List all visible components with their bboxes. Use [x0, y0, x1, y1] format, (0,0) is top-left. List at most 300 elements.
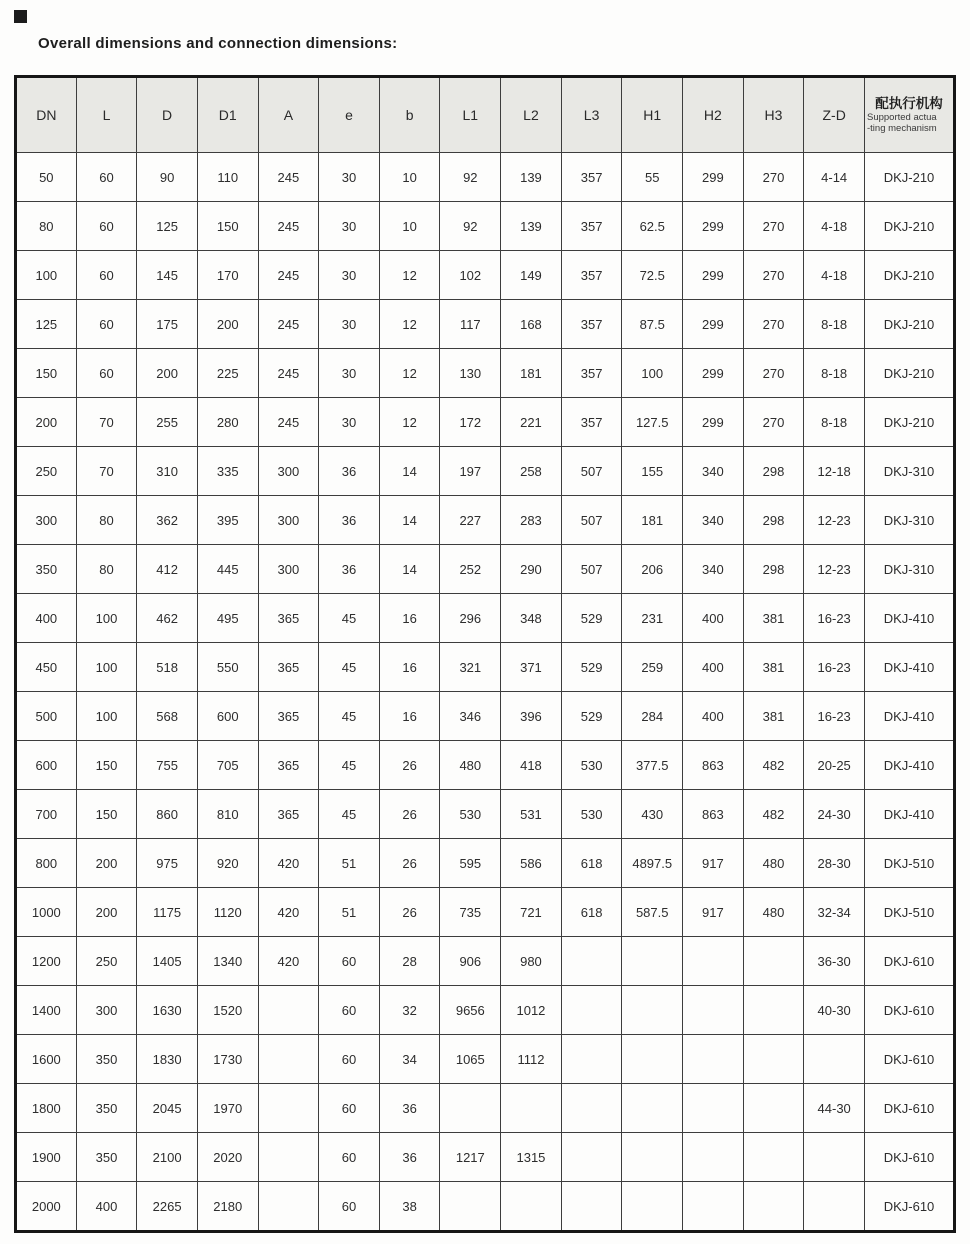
column-header-h2: H2: [683, 77, 744, 153]
table-cell: 860: [137, 790, 198, 839]
table-cell: 100: [16, 251, 77, 300]
table-cell: 30: [319, 398, 380, 447]
table-cell: 30: [319, 300, 380, 349]
table-cell: 284: [622, 692, 683, 741]
table-cell: 36: [379, 1133, 440, 1182]
table-cell: 420: [258, 839, 319, 888]
table-cell: 357: [561, 300, 622, 349]
table-cell: 980: [501, 937, 562, 986]
table-cell: 1630: [137, 986, 198, 1035]
table-cell: 2180: [197, 1182, 258, 1232]
table-cell: 299: [683, 398, 744, 447]
table-cell: 26: [379, 888, 440, 937]
table-cell: 26: [379, 741, 440, 790]
table-cell: 721: [501, 888, 562, 937]
table-cell: 412: [137, 545, 198, 594]
table-cell: 72.5: [622, 251, 683, 300]
table-cell: 321: [440, 643, 501, 692]
table-cell: 420: [258, 888, 319, 937]
table-cell: 200: [76, 839, 137, 888]
table-cell: 1730: [197, 1035, 258, 1084]
table-cell: 87.5: [622, 300, 683, 349]
table-cell: 80: [76, 496, 137, 545]
table-cell: 529: [561, 643, 622, 692]
table-cell: DKJ-210: [865, 251, 955, 300]
table-cell: 16-23: [804, 594, 865, 643]
table-cell: DKJ-410: [865, 594, 955, 643]
table-cell: 270: [743, 251, 804, 300]
table-cell: 231: [622, 594, 683, 643]
table-cell: DKJ-310: [865, 545, 955, 594]
table-cell: 197: [440, 447, 501, 496]
table-cell: DKJ-310: [865, 496, 955, 545]
table-cell: [743, 986, 804, 1035]
table-cell: 346: [440, 692, 501, 741]
table-cell: [683, 986, 744, 1035]
table-cell: 298: [743, 496, 804, 545]
table-cell: [622, 1084, 683, 1133]
table-cell: 917: [683, 888, 744, 937]
table-cell: 250: [76, 937, 137, 986]
table-cell: 507: [561, 545, 622, 594]
table-cell: 100: [76, 692, 137, 741]
table-cell: 810: [197, 790, 258, 839]
table-cell: 60: [319, 1182, 380, 1232]
column-header-l3: L3: [561, 77, 622, 153]
table-cell: 245: [258, 202, 319, 251]
table-cell: 51: [319, 888, 380, 937]
table-cell: 2000: [16, 1182, 77, 1232]
table-cell: 365: [258, 643, 319, 692]
table-row: [16, 986, 955, 1035]
table-cell: 150: [76, 790, 137, 839]
table-cell: [561, 1182, 622, 1232]
table-cell: 530: [440, 790, 501, 839]
table-cell: 110: [197, 153, 258, 202]
table-cell: [622, 1035, 683, 1084]
table-cell: 50: [16, 153, 77, 202]
table-cell: [683, 1035, 744, 1084]
column-header-d1: D1: [197, 77, 258, 153]
table-row: [16, 888, 955, 937]
column-header-a: A: [258, 77, 319, 153]
table-row: [16, 300, 955, 349]
table-cell: 400: [76, 1182, 137, 1232]
table-cell: 206: [622, 545, 683, 594]
table-cell: 60: [76, 251, 137, 300]
table-cell: 60: [319, 937, 380, 986]
table-cell: 45: [319, 790, 380, 839]
table-cell: 482: [743, 790, 804, 839]
table-cell: 270: [743, 349, 804, 398]
table-cell: 130: [440, 349, 501, 398]
table-cell: 587.5: [622, 888, 683, 937]
table-cell: 1405: [137, 937, 198, 986]
table-cell: 365: [258, 594, 319, 643]
table-cell: 12: [379, 398, 440, 447]
table-cell: DKJ-210: [865, 398, 955, 447]
table-cell: 60: [319, 986, 380, 1035]
table-cell: 10: [379, 153, 440, 202]
table-cell: 40-30: [804, 986, 865, 1035]
table-cell: 34: [379, 1035, 440, 1084]
table-cell: 100: [76, 594, 137, 643]
table-cell: 30: [319, 251, 380, 300]
table-cell: 357: [561, 153, 622, 202]
column-header-e: e: [319, 77, 380, 153]
table-row: [16, 741, 955, 790]
table-cell: 270: [743, 153, 804, 202]
table-cell: 595: [440, 839, 501, 888]
table-cell: 400: [16, 594, 77, 643]
table-cell: 200: [137, 349, 198, 398]
table-cell: 300: [258, 447, 319, 496]
table-row: [16, 692, 955, 741]
table-cell: [501, 1084, 562, 1133]
table-cell: 299: [683, 349, 744, 398]
table-cell: 8-18: [804, 349, 865, 398]
table-cell: 920: [197, 839, 258, 888]
table-cell: 600: [197, 692, 258, 741]
table-cell: 357: [561, 398, 622, 447]
table-row: [16, 496, 955, 545]
table-cell: 70: [76, 447, 137, 496]
table-cell: 348: [501, 594, 562, 643]
actuator-header-english: -ting mechanism: [867, 123, 937, 134]
table-cell: 340: [683, 447, 744, 496]
table-cell: 155: [622, 447, 683, 496]
table-cell: [683, 1084, 744, 1133]
table-cell: 92: [440, 202, 501, 251]
table-cell: DKJ-410: [865, 790, 955, 839]
table-cell: 32-34: [804, 888, 865, 937]
table-cell: DKJ-210: [865, 153, 955, 202]
table-cell: 30: [319, 202, 380, 251]
table-cell: 45: [319, 643, 380, 692]
table-cell: [440, 1084, 501, 1133]
table-cell: DKJ-610: [865, 1035, 955, 1084]
table-cell: 298: [743, 447, 804, 496]
table-cell: 9656: [440, 986, 501, 1035]
table-cell: 299: [683, 251, 744, 300]
table-cell: 250: [16, 447, 77, 496]
table-cell: 150: [197, 202, 258, 251]
table-cell: 362: [137, 496, 198, 545]
table-cell: 863: [683, 741, 744, 790]
table-cell: 1120: [197, 888, 258, 937]
table-cell: 381: [743, 594, 804, 643]
table-cell: 36: [379, 1084, 440, 1133]
table-cell: 28: [379, 937, 440, 986]
table-cell: 92: [440, 153, 501, 202]
table-cell: 20-25: [804, 741, 865, 790]
table-cell: 800: [16, 839, 77, 888]
table-cell: 2100: [137, 1133, 198, 1182]
table-cell: 300: [258, 545, 319, 594]
table-cell: 529: [561, 594, 622, 643]
column-header-h1: H1: [622, 77, 683, 153]
table-cell: [440, 1182, 501, 1232]
table-cell: 2020: [197, 1133, 258, 1182]
table-row: [16, 1035, 955, 1084]
table-cell: 255: [137, 398, 198, 447]
table-cell: 45: [319, 741, 380, 790]
table-cell: 357: [561, 202, 622, 251]
table-cell: DKJ-210: [865, 300, 955, 349]
table-row: [16, 398, 955, 447]
table-cell: 38: [379, 1182, 440, 1232]
table-cell: 531: [501, 790, 562, 839]
table-cell: [743, 1084, 804, 1133]
table-cell: 618: [561, 839, 622, 888]
table-cell: 418: [501, 741, 562, 790]
table-cell: [804, 1133, 865, 1182]
table-cell: 340: [683, 545, 744, 594]
table-cell: 168: [501, 300, 562, 349]
table-cell: [561, 986, 622, 1035]
table-cell: 4-14: [804, 153, 865, 202]
table-cell: [258, 1084, 319, 1133]
table-cell: 1315: [501, 1133, 562, 1182]
table-cell: 28-30: [804, 839, 865, 888]
table-cell: DKJ-610: [865, 1084, 955, 1133]
table-cell: [683, 1133, 744, 1182]
table-cell: 586: [501, 839, 562, 888]
table-cell: [258, 1035, 319, 1084]
table-cell: DKJ-610: [865, 937, 955, 986]
table-cell: 1520: [197, 986, 258, 1035]
table-cell: 280: [197, 398, 258, 447]
table-cell: 4-18: [804, 202, 865, 251]
table-cell: 258: [501, 447, 562, 496]
table-cell: DKJ-510: [865, 888, 955, 937]
table-cell: 245: [258, 300, 319, 349]
table-cell: 530: [561, 741, 622, 790]
table-cell: 863: [683, 790, 744, 839]
table-cell: 1900: [16, 1133, 77, 1182]
table-cell: 1175: [137, 888, 198, 937]
table-cell: 530: [561, 790, 622, 839]
table-cell: 1340: [197, 937, 258, 986]
table-cell: 252: [440, 545, 501, 594]
table-cell: 150: [76, 741, 137, 790]
table-cell: 12: [379, 300, 440, 349]
table-cell: 10: [379, 202, 440, 251]
table-cell: 36: [319, 447, 380, 496]
table-header: [16, 77, 955, 153]
table-cell: 299: [683, 300, 744, 349]
table-cell: [258, 1182, 319, 1232]
table-cell: 381: [743, 643, 804, 692]
table-cell: 225: [197, 349, 258, 398]
table-cell: 480: [440, 741, 501, 790]
table-cell: 350: [76, 1084, 137, 1133]
table-cell: 14: [379, 447, 440, 496]
table-cell: 480: [743, 839, 804, 888]
table-cell: 117: [440, 300, 501, 349]
table-cell: 139: [501, 153, 562, 202]
table-cell: 221: [501, 398, 562, 447]
dimensions-table: [14, 75, 956, 1233]
column-header-h3: H3: [743, 77, 804, 153]
table-row: [16, 594, 955, 643]
table-cell: 80: [16, 202, 77, 251]
table-row: [16, 839, 955, 888]
column-header-l2: L2: [501, 77, 562, 153]
table-cell: 62.5: [622, 202, 683, 251]
table-row: [16, 1182, 955, 1232]
table-cell: DKJ-410: [865, 741, 955, 790]
table-cell: 507: [561, 447, 622, 496]
table-cell: 400: [683, 594, 744, 643]
table-cell: 145: [137, 251, 198, 300]
table-cell: [622, 1182, 683, 1232]
table-cell: 420: [258, 937, 319, 986]
table-cell: [683, 937, 744, 986]
table-cell: 270: [743, 398, 804, 447]
table-cell: [561, 1133, 622, 1182]
table-cell: 600: [16, 741, 77, 790]
table-cell: [561, 1035, 622, 1084]
table-cell: 357: [561, 349, 622, 398]
table-cell: 14: [379, 496, 440, 545]
table-cell: [501, 1182, 562, 1232]
table-cell: 1000: [16, 888, 77, 937]
table-cell: 310: [137, 447, 198, 496]
table-cell: 259: [622, 643, 683, 692]
table-cell: 70: [76, 398, 137, 447]
table-cell: 450: [16, 643, 77, 692]
table-cell: 60: [76, 202, 137, 251]
table-row: [16, 251, 955, 300]
table-cell: 1112: [501, 1035, 562, 1084]
table-cell: 495: [197, 594, 258, 643]
table-cell: 445: [197, 545, 258, 594]
table-cell: 100: [622, 349, 683, 398]
table-cell: 139: [501, 202, 562, 251]
table-cell: 24-30: [804, 790, 865, 839]
table-cell: 700: [16, 790, 77, 839]
table-cell: 365: [258, 741, 319, 790]
table-cell: 200: [16, 398, 77, 447]
table-cell: 26: [379, 790, 440, 839]
table-cell: 4-18: [804, 251, 865, 300]
table-row: [16, 447, 955, 496]
table-cell: 480: [743, 888, 804, 937]
table-cell: 12: [379, 349, 440, 398]
table-cell: 26: [379, 839, 440, 888]
table-cell: 482: [743, 741, 804, 790]
table-cell: 200: [197, 300, 258, 349]
table-cell: 1065: [440, 1035, 501, 1084]
table-cell: [683, 1182, 744, 1232]
table-cell: 30: [319, 349, 380, 398]
table-cell: 16-23: [804, 692, 865, 741]
table-cell: 60: [76, 349, 137, 398]
bullet-square-icon: [14, 10, 27, 23]
table-row: [16, 349, 955, 398]
table-cell: [622, 986, 683, 1035]
table-cell: 181: [501, 349, 562, 398]
table-cell: 60: [319, 1133, 380, 1182]
column-header-l: L: [76, 77, 137, 153]
table-row: [16, 643, 955, 692]
table-cell: 381: [743, 692, 804, 741]
actuator-header-english: Supported actua: [867, 111, 937, 123]
table-cell: 906: [440, 937, 501, 986]
table-cell: 30: [319, 153, 380, 202]
table-cell: DKJ-210: [865, 349, 955, 398]
table-cell: 300: [76, 986, 137, 1035]
table-cell: 150: [16, 349, 77, 398]
column-header-l1: L1: [440, 77, 501, 153]
table-cell: 100: [76, 643, 137, 692]
table-cell: 340: [683, 496, 744, 545]
table-cell: 16-23: [804, 643, 865, 692]
table-cell: 365: [258, 692, 319, 741]
table-cell: 270: [743, 202, 804, 251]
column-header-b: b: [379, 77, 440, 153]
table-cell: 350: [16, 545, 77, 594]
column-header-z-d: Z-D: [804, 77, 865, 153]
table-cell: 125: [16, 300, 77, 349]
table-cell: DKJ-510: [865, 839, 955, 888]
table-cell: 618: [561, 888, 622, 937]
table-cell: 298: [743, 545, 804, 594]
table-cell: 400: [683, 692, 744, 741]
table-cell: 16: [379, 692, 440, 741]
table-cell: 1200: [16, 937, 77, 986]
table-body: [16, 153, 955, 1232]
table-cell: 44-30: [804, 1084, 865, 1133]
table-cell: 755: [137, 741, 198, 790]
table-cell: 529: [561, 692, 622, 741]
table-cell: 36-30: [804, 937, 865, 986]
table-cell: DKJ-310: [865, 447, 955, 496]
table-cell: [258, 986, 319, 1035]
table-cell: 1830: [137, 1035, 198, 1084]
table-cell: 430: [622, 790, 683, 839]
table-cell: 735: [440, 888, 501, 937]
table-cell: 181: [622, 496, 683, 545]
table-cell: 200: [76, 888, 137, 937]
table-cell: 4897.5: [622, 839, 683, 888]
table-cell: 102: [440, 251, 501, 300]
table-cell: 149: [501, 251, 562, 300]
table-cell: 917: [683, 839, 744, 888]
table-cell: 290: [501, 545, 562, 594]
table-cell: 365: [258, 790, 319, 839]
table-cell: DKJ-410: [865, 692, 955, 741]
table-cell: DKJ-610: [865, 1182, 955, 1232]
table-cell: 568: [137, 692, 198, 741]
table-cell: 175: [137, 300, 198, 349]
table-cell: 357: [561, 251, 622, 300]
column-header-d: D: [137, 77, 198, 153]
table-cell: 335: [197, 447, 258, 496]
table-cell: 1012: [501, 986, 562, 1035]
table-cell: 300: [258, 496, 319, 545]
table-cell: DKJ-610: [865, 1133, 955, 1182]
table-cell: 1600: [16, 1035, 77, 1084]
table-cell: 300: [16, 496, 77, 545]
table-cell: 12-23: [804, 545, 865, 594]
table-cell: 550: [197, 643, 258, 692]
table-cell: 60: [76, 153, 137, 202]
table-cell: 2045: [137, 1084, 198, 1133]
table-cell: [743, 1182, 804, 1232]
table-cell: 371: [501, 643, 562, 692]
